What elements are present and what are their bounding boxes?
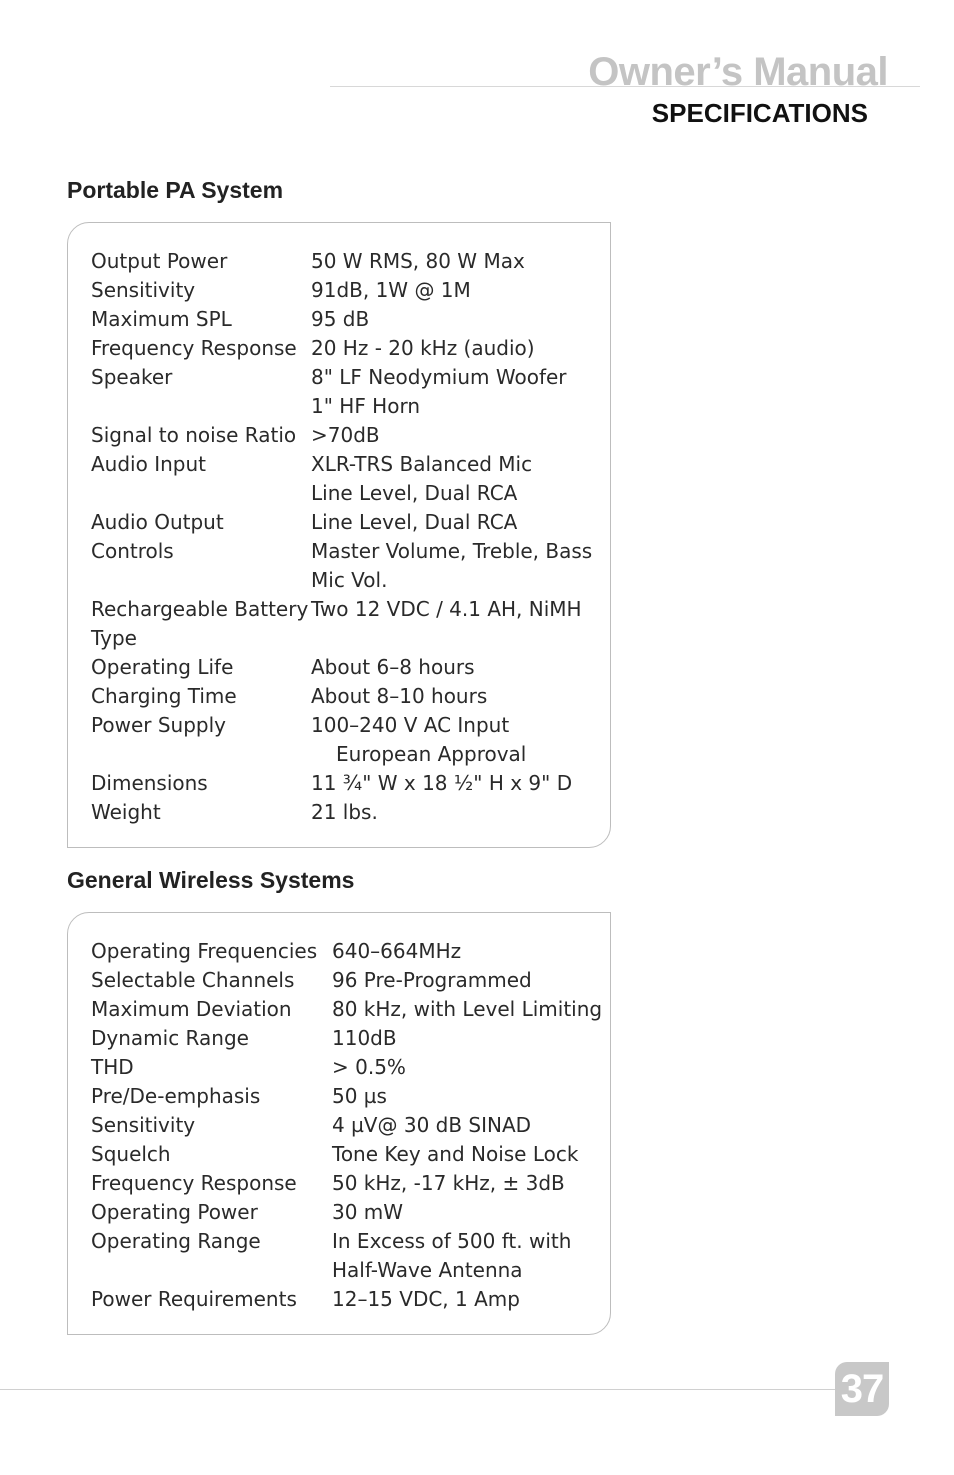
spec-label-line: Dimensions	[91, 771, 208, 795]
spec-label-line: Output Power	[91, 249, 228, 273]
spec-label-line: Maximum SPL	[91, 307, 232, 331]
spec-value	[311, 537, 604, 595]
spec-value-line: 96 Pre-Programmed	[332, 968, 532, 992]
spec-value-line: Master Volume, Treble, Bass	[311, 539, 593, 563]
spec-row	[91, 1198, 604, 1227]
spec-row	[91, 995, 604, 1024]
spec-value-line: 21 lbs.	[311, 800, 378, 824]
wireless-heading: General Wireless Systems	[67, 867, 355, 893]
spec-value	[332, 1111, 604, 1140]
spec-value	[311, 450, 604, 508]
spec-value-line: XLR-TRS Balanced Mic	[311, 452, 533, 476]
spec-label-line: Operating Power	[91, 1200, 258, 1224]
spec-row	[91, 1082, 604, 1111]
spec-label-line: Sensitivity	[91, 1113, 196, 1137]
spec-value	[311, 363, 604, 421]
spec-value	[311, 653, 604, 682]
spec-value-line: 20 Hz - 20 kHz (audio)	[311, 336, 535, 360]
spec-label	[91, 1285, 332, 1314]
spec-value	[332, 1024, 604, 1053]
spec-value-line: 100–240 V AC Input	[311, 713, 510, 737]
spec-label-line: THD	[91, 1055, 134, 1079]
spec-row	[91, 769, 604, 798]
spec-value-line: 95 dB	[311, 307, 370, 331]
pa-system-heading: Portable PA System	[67, 177, 284, 203]
spec-row	[91, 363, 604, 421]
spec-row	[91, 1285, 604, 1314]
spec-label-line: Operating Range	[91, 1229, 261, 1253]
spec-row	[91, 1053, 604, 1082]
spec-value-line: About 6–8 hours	[311, 655, 475, 679]
spec-value-line: 30 mW	[332, 1200, 404, 1224]
spec-label	[91, 937, 332, 966]
spec-label	[91, 711, 311, 769]
spec-label-line: Pre/De-emphasis	[91, 1084, 261, 1108]
spec-label	[91, 421, 311, 450]
spec-label-line: Audio Output	[91, 510, 224, 534]
spec-value-line: Half-Wave Antenna	[332, 1258, 523, 1282]
spec-value	[332, 1198, 604, 1227]
wireless-spec-list	[91, 937, 604, 1314]
spec-value	[332, 995, 604, 1024]
spec-label-line: Charging Time	[91, 684, 237, 708]
spec-value-line: Tone Key and Noise Lock	[332, 1142, 579, 1166]
spec-label	[91, 1140, 332, 1169]
spec-value	[332, 1285, 604, 1314]
pa-system-spec-list	[91, 247, 604, 827]
spec-value-line: 91dB, 1W @ 1M	[311, 278, 471, 302]
spec-label	[91, 508, 311, 537]
spec-value-line: Line Level, Dual RCA	[311, 510, 518, 534]
spec-row	[91, 537, 604, 595]
spec-label-line: Sensitivity	[91, 278, 196, 302]
spec-value	[311, 595, 604, 653]
spec-row	[91, 682, 604, 711]
spec-value	[311, 247, 604, 276]
spec-label	[91, 334, 311, 363]
spec-label	[91, 769, 311, 798]
spec-row	[91, 305, 604, 334]
spec-label-line: Operating Frequencies	[91, 939, 318, 963]
spec-label-line: Audio Input	[91, 452, 206, 476]
spec-value	[332, 937, 604, 966]
spec-value-line: European Approval	[336, 742, 527, 766]
spec-row	[91, 334, 604, 363]
spec-value	[311, 334, 604, 363]
spec-row	[91, 653, 604, 682]
spec-label	[91, 995, 332, 1024]
spec-label-line: Dynamic Range	[91, 1026, 249, 1050]
spec-row	[91, 247, 604, 276]
spec-value	[311, 711, 604, 769]
spec-row	[91, 1024, 604, 1053]
spec-value	[332, 966, 604, 995]
manual-title: Owner’s Manual	[588, 50, 888, 94]
spec-value	[311, 421, 604, 450]
spec-value-line: About 8–10 hours	[311, 684, 488, 708]
spec-label-line: Speaker	[91, 365, 173, 389]
spec-label-line: Frequency Response	[91, 336, 297, 360]
spec-label-line: Squelch	[91, 1142, 171, 1166]
spec-label-line: Selectable Channels	[91, 968, 295, 992]
footer-rule	[0, 1389, 836, 1390]
spec-value	[311, 769, 604, 798]
spec-label	[91, 1227, 332, 1285]
spec-value-line: 50 µs	[332, 1084, 387, 1108]
spec-label-line: Power Requirements	[91, 1287, 297, 1311]
spec-value-line: 110dB	[332, 1026, 397, 1050]
spec-value-line: Line Level, Dual RCA	[311, 481, 518, 505]
page-number-badge: 37	[835, 1362, 889, 1416]
spec-label	[91, 276, 311, 305]
spec-label	[91, 966, 332, 995]
spec-label	[91, 363, 311, 421]
spec-value-line: 50 W RMS, 80 W Max	[311, 249, 525, 273]
spec-value-line: 50 kHz, -17 kHz, ± 3dB	[332, 1171, 565, 1195]
spec-row	[91, 595, 604, 653]
spec-label	[91, 537, 311, 595]
spec-value-line: 12–15 VDC, 1 Amp	[332, 1287, 520, 1311]
spec-label-line: Maximum Deviation	[91, 997, 292, 1021]
spec-label	[91, 1111, 332, 1140]
spec-label	[91, 1198, 332, 1227]
spec-label	[91, 653, 311, 682]
spec-row	[91, 1227, 604, 1285]
spec-value-line: 80 kHz, with Level Limiting	[332, 997, 603, 1021]
spec-label	[91, 1169, 332, 1198]
spec-label-line: Rechargeable Battery	[91, 597, 309, 621]
spec-value	[332, 1169, 604, 1198]
spec-value	[311, 682, 604, 711]
spec-label-line: Weight	[91, 800, 161, 824]
spec-label-line: Type	[91, 626, 137, 650]
spec-value-line: 1" HF Horn	[311, 394, 421, 418]
spec-label-line: Operating Life	[91, 655, 234, 679]
spec-label	[91, 595, 311, 653]
spec-row	[91, 1111, 604, 1140]
spec-value	[311, 305, 604, 334]
spec-value	[311, 508, 604, 537]
spec-value-line: Two 12 VDC / 4.1 AH, NiMH	[311, 597, 582, 621]
spec-value-line: > 0.5%	[332, 1055, 406, 1079]
spec-value-line: Mic Vol.	[311, 568, 388, 592]
spec-label-line: Signal to noise Ratio	[91, 423, 297, 447]
wireless-spec-box	[67, 912, 611, 1335]
spec-row	[91, 508, 604, 537]
spec-label	[91, 1024, 332, 1053]
spec-row	[91, 1169, 604, 1198]
spec-value	[332, 1082, 604, 1111]
spec-label	[91, 1053, 332, 1082]
spec-label	[91, 305, 311, 334]
spec-row	[91, 966, 604, 995]
spec-label	[91, 1082, 332, 1111]
spec-label	[91, 450, 311, 508]
spec-value-line: 11 ¾" W x 18 ½" H x 9" D	[311, 771, 573, 795]
spec-value-line: 640–664MHz	[332, 939, 462, 963]
spec-row	[91, 276, 604, 305]
spec-row	[91, 421, 604, 450]
spec-row	[91, 1140, 604, 1169]
spec-value-line: In Excess of 500 ft. with	[332, 1229, 572, 1253]
spec-value-line: 8" LF Neodymium Woofer	[311, 365, 567, 389]
spec-value	[311, 276, 604, 305]
spec-row	[91, 798, 604, 827]
spec-value	[311, 798, 604, 827]
spec-label	[91, 682, 311, 711]
spec-row	[91, 711, 604, 769]
spec-label-line: Controls	[91, 539, 174, 563]
spec-row	[91, 450, 604, 508]
spec-value	[332, 1140, 604, 1169]
spec-label	[91, 247, 311, 276]
spec-value-line: >70dB	[311, 423, 380, 447]
spec-row	[91, 937, 604, 966]
spec-value-line: 4 µV@ 30 dB SINAD	[332, 1113, 532, 1137]
spec-label	[91, 798, 311, 827]
pa-system-spec-box	[67, 222, 611, 848]
spec-value	[332, 1053, 604, 1082]
spec-label-line: Frequency Response	[91, 1171, 297, 1195]
spec-value	[332, 1227, 604, 1285]
spec-label-line: Power Supply	[91, 713, 226, 737]
page-section-title: SPECIFICATIONS	[651, 98, 868, 128]
